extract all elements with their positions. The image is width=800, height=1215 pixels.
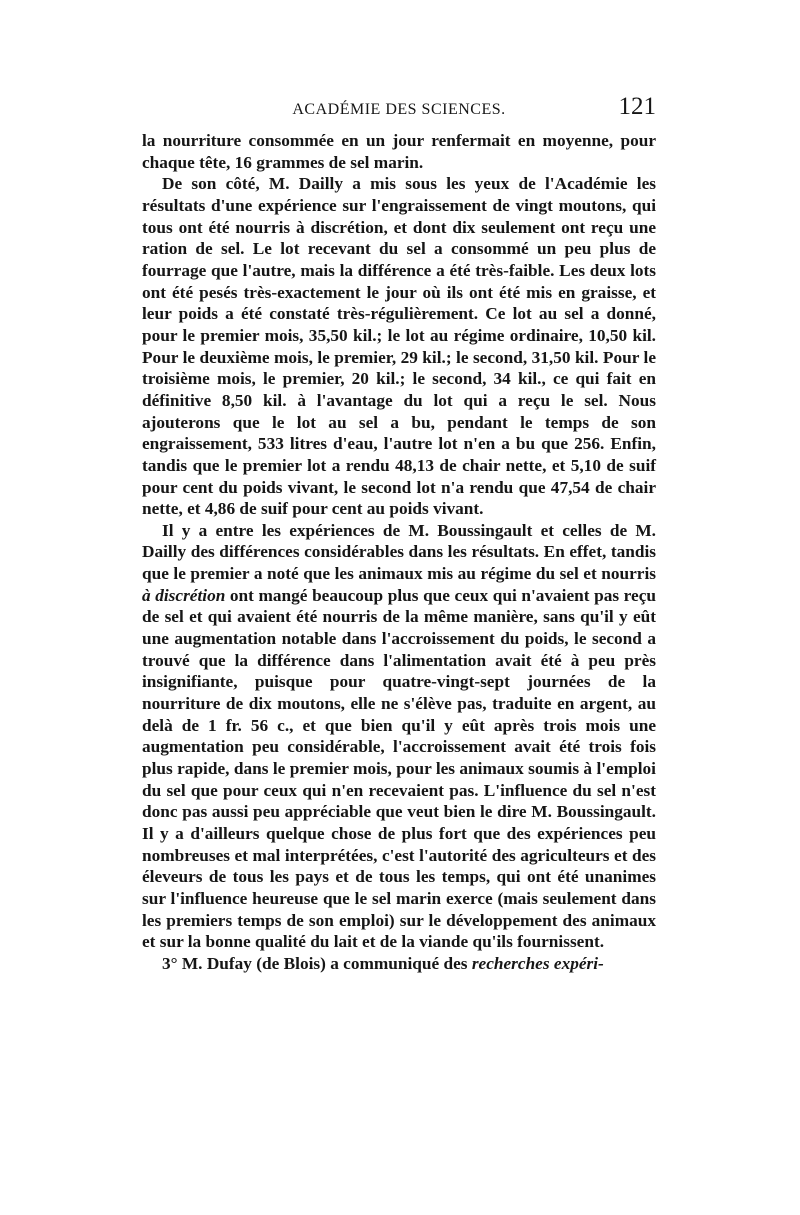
paragraph-comparison-part-1: Il y a entre les expériences de M. Boussingault et celles de M. Dailly des différences considérables dans les résultats. En effet, tandis que le premier a noté que les animaux mis au régime du sel et nourris	[142, 520, 656, 584]
paragraph-continuation: la nourriture consommée en un jour renfermait en moyenne, pour chaque tête, 16 grammes de sel marin.	[142, 131, 656, 172]
emphasis-recherches: recherches expéri-	[471, 953, 604, 973]
paragraph-dufay-text: 3° M. Dufay (de Blois) a communiqué des	[162, 953, 472, 973]
running-head	[142, 93, 656, 125]
running-title: ACADÉMIE DES SCIENCES.	[292, 101, 506, 118]
paragraph-comparison-part-2: ont mangé beaucoup plus que ceux qui n'avaient pas reçu de sel et qui avaient été nourris de la même manière, sans qu'il y eût une augmentation notable dans l'accroissement du poids, le second a trouvé que la différence dans l'alimentation avait été à peu près insignifiante, puisque pour quatre-vingt-sept journées de la nourriture de dix moutons, elle ne s'élève pas, traduite en argent, au delà de 1 fr. 56 c., et que bien qu'il y eût après trois mois une augmentation peu considérable, l'accroissement avait été trois fois plus rapide, dans le premier mois, pour les animaux soumis à l'emploi du sel que pour ceux qui n'en recevaient pas. L'influence du sel n'est donc pas aussi peu appréciable que veut bien le dire M. Boussingault. Il y a d'ailleurs quelque chose de plus fort que des expériences peu nombreuses et mal interprétées, c'est l'autorité des agriculteurs et des éleveurs de tous les pays et de tous les temps, qui ont été unanimes sur l'influence heureuse que le sel marin exerce (mais seulement dans les premiers temps de son emploi) sur le développement des animaux et sur la bonne qualité du lait et de la viande qu'ils fournissent.	[142, 585, 656, 952]
emphasis-a-discretion: à discrétion	[142, 585, 226, 605]
paragraph-dufay	[142, 953, 656, 975]
body-text	[142, 130, 656, 975]
paragraph-comparison	[142, 520, 656, 953]
page-number: 121	[618, 93, 656, 120]
paragraph-dailly-experiment: De son côté, M. Dailly a mis sous les yeux de l'Académie les résultats d'une expérience sur l'engraissement de vingt moutons, qui tous ont été nourris à discrétion, et dont dix seulement ont reçu une ration de sel. Le lot recevant du sel a consommé un peu plus de fourrage que l'autre, mais la différence a été très-faible. Les deux lots ont été pesés très-exactement le jour où ils ont été mis en graisse, et leur poids a été constaté très-régulièrement. Ce lot au sel a donné, pour le premier mois, 35,50 kil.; le lot au régime ordinaire, 10,50 kil. Pour le deuxième mois, le premier, 29 kil.; le second, 31,50 kil. Pour le troisième mois, le premier, 20 kil.; le second, 34 kil., ce qui fait en définitive 8,50 kil. à l'avantage du lot qui a reçu le sel. Nous ajouterons que le lot au sel a bu, pendant le temps de son engraissement, 533 litres d'eau, l'autre lot n'en a bu que 256. Enfin, tandis que le premier lot a rendu 48,13 de chair nette, et 5,10 de suif pour cent du poids vivant, le second lot n'a rendu que 47,54 de chair nette, et 4,86 de suif pour cent au poids vivant.	[142, 174, 656, 519]
